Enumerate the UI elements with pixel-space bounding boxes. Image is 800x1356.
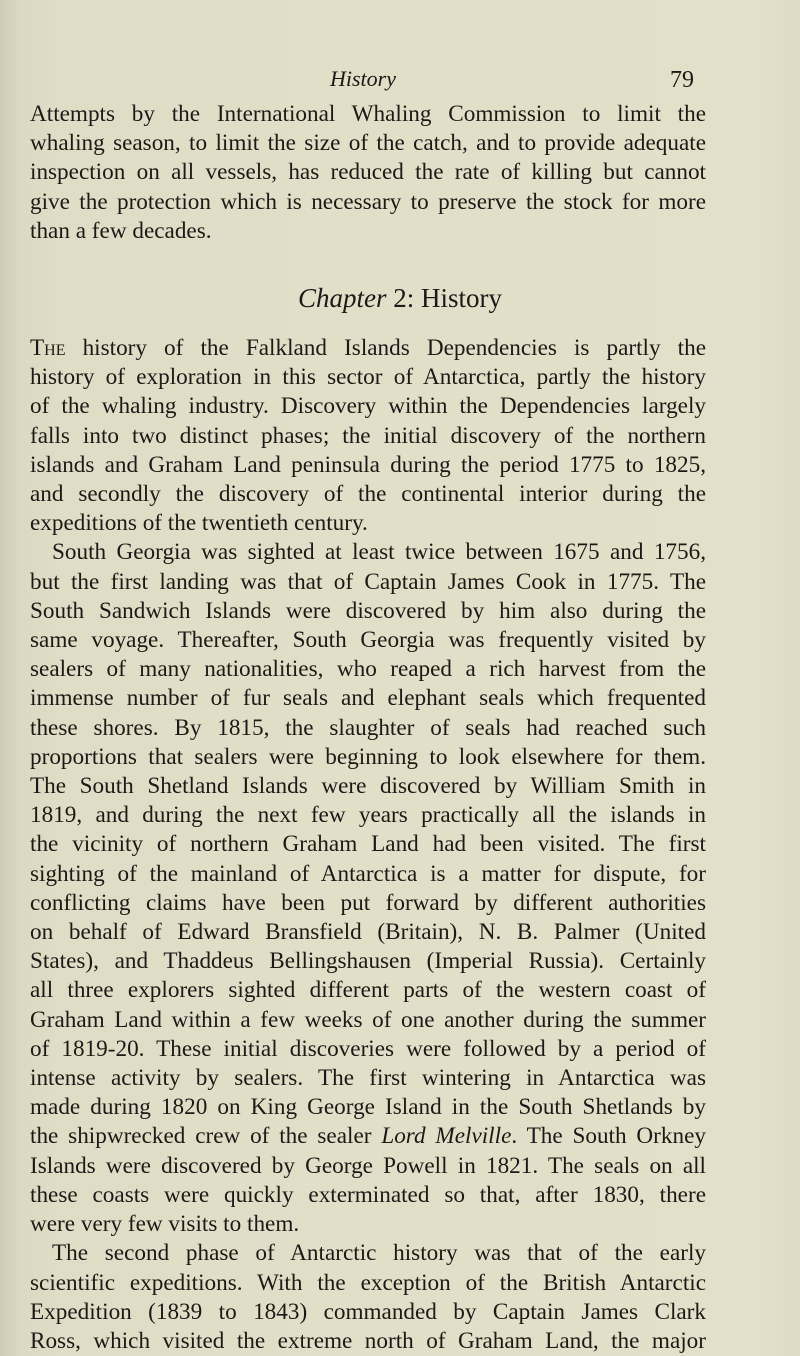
text-line: Expedition (1839 to 1843) commanded by Captain James Clark	[30, 1298, 706, 1325]
text-line: all three explorers sighted different parts of the western coast of	[30, 977, 706, 1004]
text-line: history of exploration in this sector of Antarctica, partly the history	[30, 364, 706, 391]
chapter-heading	[0, 283, 800, 314]
text-line: Ross, which visited the extreme north of Graham Land, the major	[30, 1327, 706, 1354]
text-line: falls into two distinct phases; the initial discovery of the northern	[30, 422, 706, 449]
text-line: sighting of the mainland of Antarctica is a matter for dispute, for	[30, 860, 706, 887]
text-fragment: the shipwrecked crew of the sealer	[30, 1123, 382, 1150]
ship-name: Lord Melville	[381, 1123, 512, 1150]
text-line: Islands were discovered by George Powell in 1821. The seals on all	[30, 1152, 706, 1179]
text-line: than a few decades.	[30, 217, 212, 244]
text-line: South Georgia was sighted at least twice between 1675 and 1756,	[52, 539, 706, 566]
text-line: islands and Graham Land peninsula during the period 1775 to 1825,	[30, 451, 706, 478]
text-line: same voyage. Thereafter, South Georgia was frequently visited by	[30, 627, 706, 654]
text-line: and secondly the discovery of the continental interior during the	[30, 481, 706, 508]
text-line: of the whaling industry. Discovery within the Dependencies largely	[30, 393, 706, 420]
running-head-title: History	[330, 66, 396, 91]
text-fragment: . The South Orkney	[511, 1123, 706, 1150]
text-line: these coasts were quickly exterminated so that, after 1830, there	[30, 1181, 706, 1208]
text-line: the vicinity of northern Graham Land had been visited. The first	[30, 831, 706, 858]
text-line: immense number of fur seals and elephant seals which frequented	[30, 685, 706, 712]
text-line: inspection on all vessels, has reduced the rate of killing but cannot	[30, 159, 706, 186]
page-number: 79	[670, 67, 694, 93]
paragraph-1	[30, 334, 706, 1356]
text-line: States), and Thaddeus Bellingshausen (Imperial Russia). Certainly	[30, 948, 706, 975]
intro-paragraph	[30, 100, 706, 246]
text-line: South Sandwich Islands were discovered by him also during the	[30, 597, 706, 624]
text-line: Attempts by the International Whaling Commission to limit the	[30, 101, 706, 127]
running-head	[0, 66, 800, 96]
text-line: scientific expeditions. With the exception of the British Antarctic	[30, 1269, 706, 1296]
text-line: but the first landing was that of Captain James Cook in 1775. The	[30, 568, 706, 595]
text-line-first	[30, 334, 706, 363]
text-line: on behalf of Edward Bransfield (Britain), N. B. Palmer (United	[30, 919, 706, 946]
text-line: Graham Land within a few weeks of one another during the summer	[30, 1006, 706, 1033]
text-line: of 1819-20. These initial discoveries were followed by a period of	[30, 1035, 706, 1062]
text-line: were very few visits to them.	[30, 1211, 300, 1238]
text-line: 1819, and during the next few years practically all the islands in	[30, 802, 706, 829]
text-line: sealers of many nationalities, who reaped a rich harvest from the	[30, 656, 706, 683]
text-fragment: history of the Falkland Islands Dependencies is partly the	[65, 335, 706, 361]
text-line: conflicting claims have been put forward by different authorities	[30, 889, 706, 916]
chapter-title: 2: History	[386, 283, 503, 313]
text-line: these shores. By 1815, the slaughter of seals had reached such	[30, 714, 706, 741]
text-line: give the protection which is necessary to preserve the stock for more	[30, 188, 706, 215]
text-line-ship	[30, 1122, 706, 1151]
chapter-word: Chapter	[297, 283, 387, 313]
text-line: expeditions of the twentieth century.	[30, 510, 368, 537]
text-line: proportions that sealers were beginning to look elsewhere for them.	[30, 743, 706, 770]
text-line: The South Shetland Islands were discovered by William Smith in	[30, 773, 706, 800]
text-line: whaling season, to limit the size of the catch, and to provide adequate	[30, 130, 706, 157]
text-line: The second phase of Antarctic history was that of the early	[52, 1240, 706, 1267]
lead-smallcaps: The	[30, 335, 66, 361]
text-line: made during 1820 on King George Island in the South Shetlands by	[30, 1094, 706, 1121]
text-line: intense activity by sealers. The first wintering in Antarctica was	[30, 1065, 706, 1092]
